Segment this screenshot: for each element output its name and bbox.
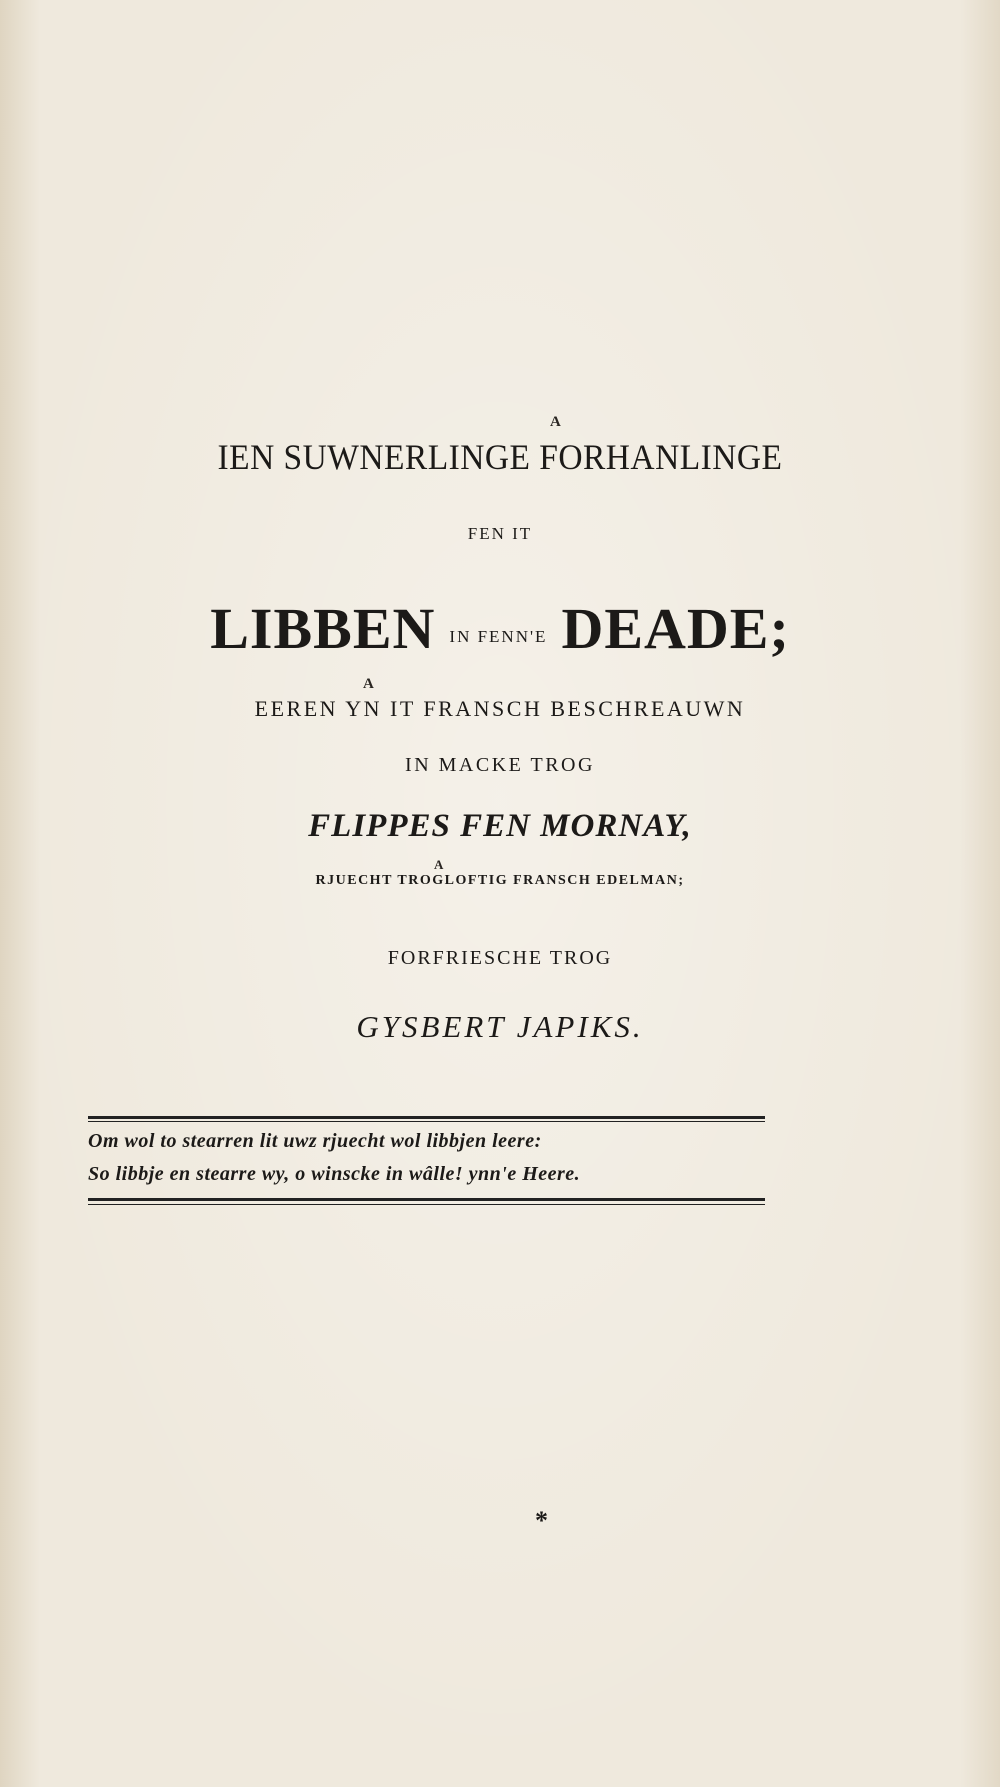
bottom-rule: [88, 1198, 765, 1201]
main-title-word-libben: LIBBEN: [210, 596, 436, 661]
subtitle: EEREN YN IT FRANSCH BESCHREAUWN: [254, 696, 746, 721]
main-title-connector: IN FENN'E: [449, 627, 548, 646]
bottom-rule-thin: [88, 1204, 765, 1205]
title-connector-fen-it: FEN IT: [467, 524, 533, 543]
main-title-word-deade: DEADE: [561, 596, 770, 661]
top-rule: [88, 1116, 765, 1119]
title-line-1: IEN SUWNERLINGE FORHANLINGE: [217, 437, 783, 477]
motto-line-1: Om wol to stearren lit uwz rjuecht wol libbjen leere:: [88, 1130, 542, 1152]
title-accent-mark: A: [550, 414, 561, 430]
main-title-punctuation: ;: [769, 596, 790, 661]
motto-line-2: So libbje en stearre wy, o winscke in wâlle! ynn'e Heere.: [88, 1163, 581, 1185]
in-macke-trog-line: IN MACKE TROG: [405, 754, 595, 776]
forfriesche-trog-line: FORFRIESCHE TROG: [387, 947, 613, 969]
author-description: RJUECHT TROGLOFTIG FRANSCH EDELMAN;: [315, 873, 685, 888]
author-accent-mark: A: [434, 857, 444, 872]
signature-mark: *: [535, 1506, 548, 1535]
main-title: [0, 595, 1000, 662]
author-name: FLIPPES FEN MORNAY,: [308, 808, 692, 844]
subtitle-accent-mark: A: [363, 676, 374, 692]
translator-name: GYSBERT JAPIKS.: [356, 1009, 644, 1044]
top-rule-thin: [88, 1121, 765, 1122]
